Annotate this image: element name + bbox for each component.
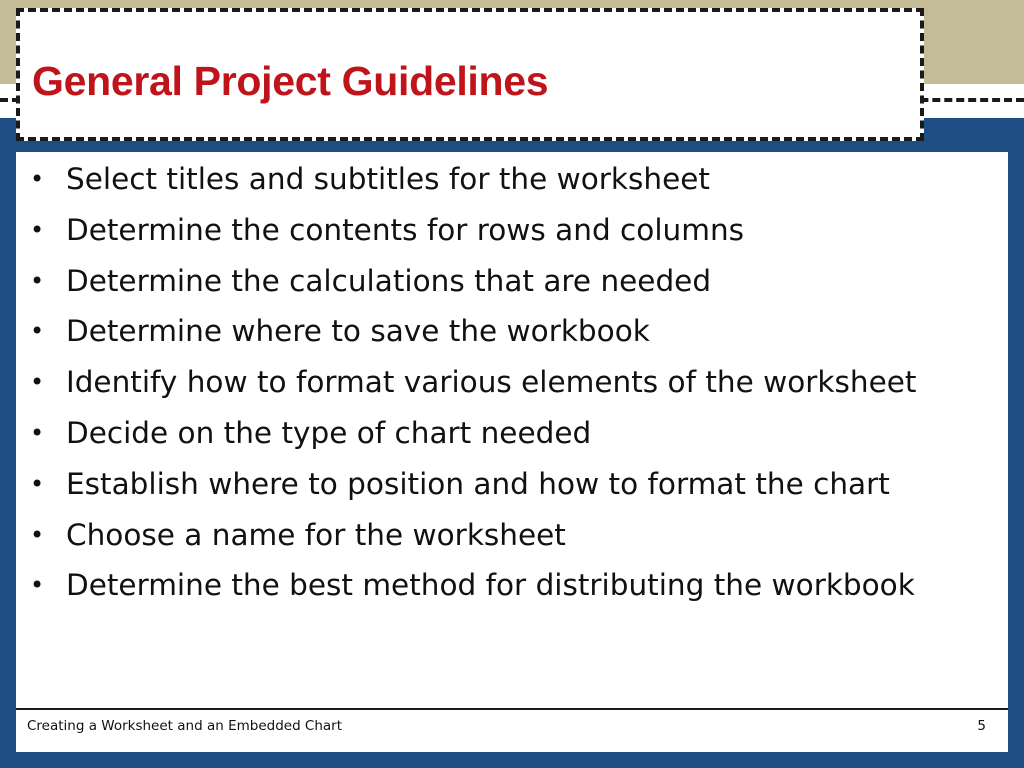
footer-text: Creating a Worksheet and an Embedded Chart — [27, 718, 343, 734]
bullet-item — [26, 262, 916, 313]
bullet-item — [26, 414, 916, 465]
bullet-text: Determine the calculations that are needed — [66, 263, 712, 298]
bullet-text: Establish where to position and how to format the chart — [66, 466, 890, 501]
bullet-icon: • — [30, 165, 45, 193]
bullet-icon: • — [30, 368, 45, 397]
bullet-item — [26, 312, 916, 363]
page-number: 5 — [977, 718, 986, 734]
bullet-text: Determine the contents for rows and columns — [66, 212, 745, 247]
title-box — [16, 8, 924, 141]
bullet-text: Determine where to save the workbook — [66, 314, 650, 349]
bullet-icon: • — [30, 215, 45, 244]
bullet-icon: • — [30, 266, 45, 295]
bullet-text: Identify how to format various elements of the worksheet — [66, 365, 917, 400]
bullet-item — [26, 160, 916, 211]
bullet-text: Choose a name for the worksheet — [66, 517, 566, 552]
bullet-icon: • — [30, 317, 45, 346]
slide-footer — [16, 708, 1008, 752]
bullet-item — [26, 363, 916, 414]
bullet-list — [26, 160, 916, 617]
bullet-text: Determine the best method for distributing the workbook — [66, 568, 915, 603]
bullet-text: Select titles and subtitles for the worksheet — [66, 162, 710, 196]
slide-title: General Project Guidelines — [32, 58, 549, 104]
bullet-icon: • — [30, 520, 45, 549]
bullet-item — [26, 516, 916, 567]
bullet-text: Decide on the type of chart needed — [66, 415, 592, 450]
bullet-item — [26, 465, 916, 516]
bullet-icon: • — [30, 571, 45, 600]
bullet-item — [26, 211, 916, 262]
bullet-icon: • — [30, 418, 45, 447]
bullet-item — [26, 566, 916, 617]
bullet-icon: • — [30, 469, 45, 498]
